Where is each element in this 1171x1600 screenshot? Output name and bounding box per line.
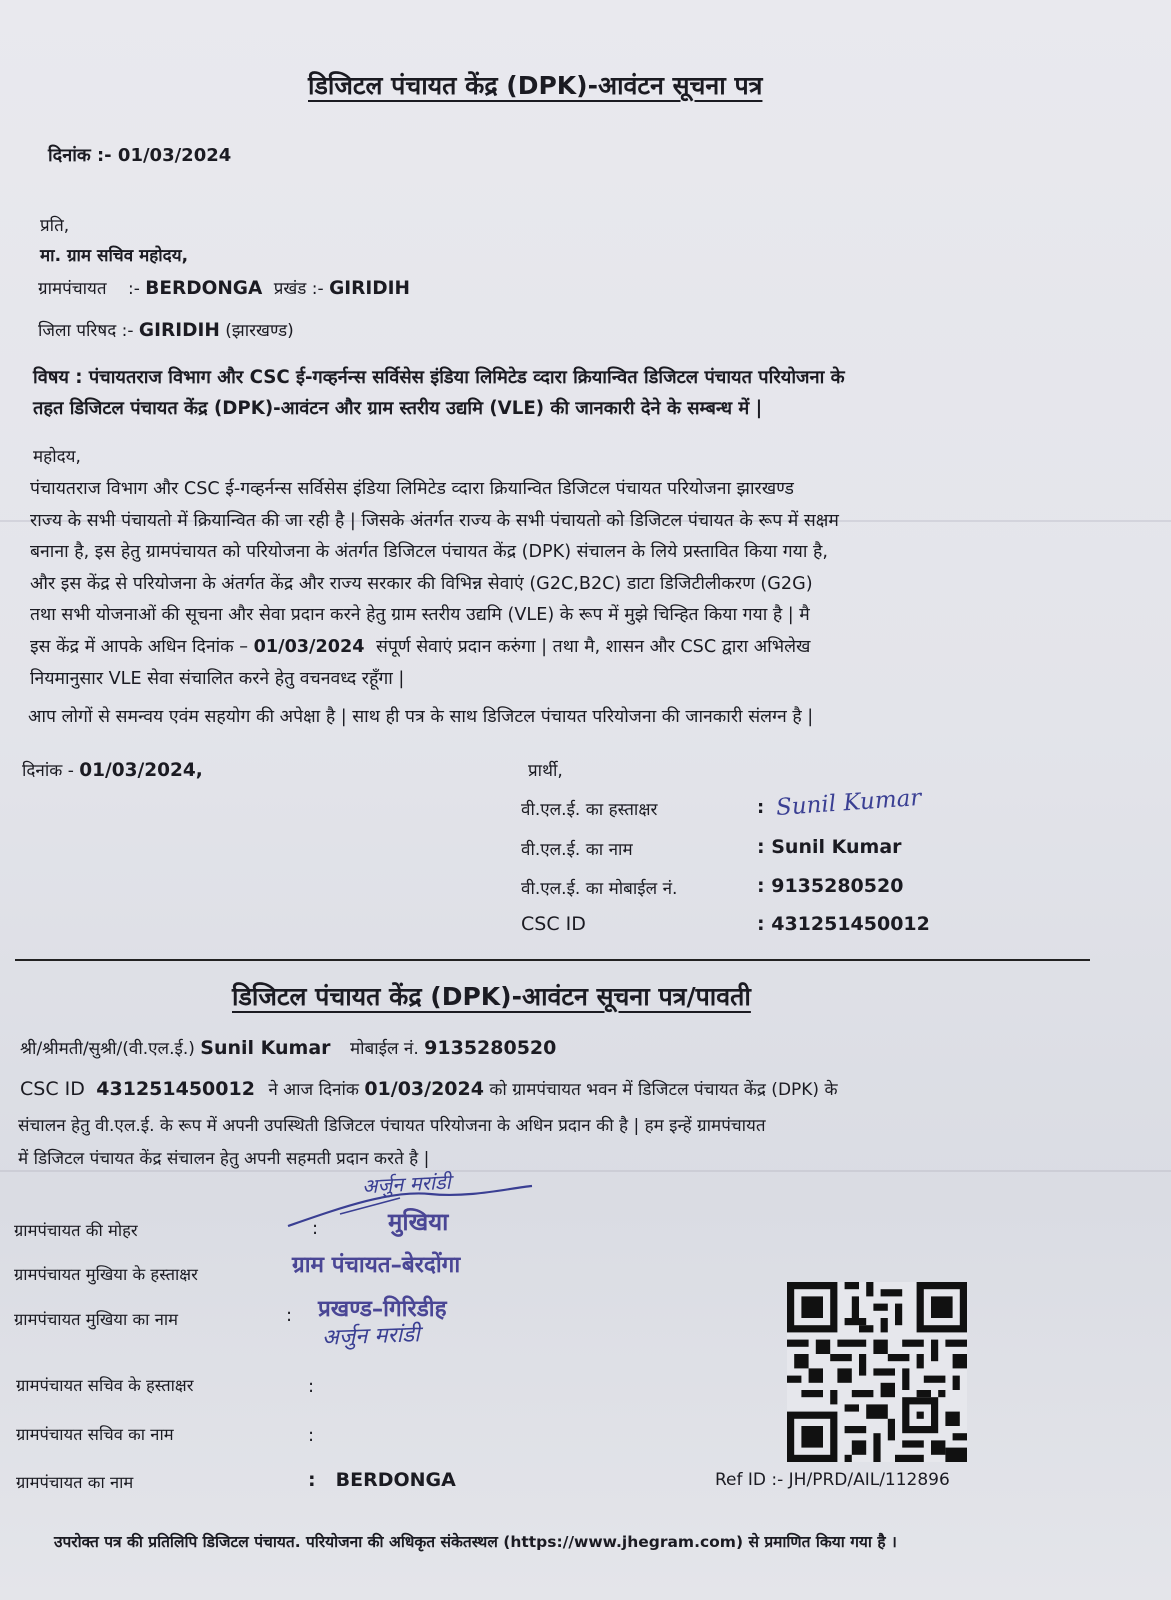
csc-id-value: : 431251450012 (757, 913, 930, 935)
subject-line-2: तहत डिजिटल पंचायत केंद्र (DPK)-आवंटन और ग्राम स्तरीय उद्यमि (VLE) की जानकारी देने के सम्बन्ध में | (33, 398, 763, 419)
field-label-seal: ग्रामपंचायत की मोहर (14, 1221, 138, 1240)
mukhiya-signature-bottom: अर्जुन मरांडी (321, 1322, 421, 1351)
mukhiya-signature-top: अर्जुन मरांडी (361, 1169, 452, 1199)
receipt-csc-id: 431251450012 (96, 1078, 255, 1100)
paper-fold (0, 1170, 1171, 1172)
body-line: राज्य के सभी पंचायतो में क्रियान्वित की जा रही है | जिसके अंतर्गत राज्य के सभी पंचायतो को डिजिटल पंचायत के रूप में सक्षम (30, 510, 839, 531)
vle-mobile-value: : 9135280520 (757, 875, 904, 897)
ref-id: Ref ID :- JH/PRD/AIL/112896 (715, 1470, 950, 1490)
gp-sep: :- (127, 279, 140, 299)
body-line: और इस केंद्र से परियोजना के अंतर्गत केंद्र और राज्य सरकार की विभिन्न सेवाएं (G2C,B2C) डाटा डिजिटीलीकरण (G2G) (30, 573, 813, 594)
field-label-sachiv-name: ग्रामपंचायत सचिव का नाम (16, 1425, 174, 1444)
state-label: (झारखण्ड) (225, 321, 294, 341)
stamp-mukhiya: मुखिया (388, 1208, 449, 1236)
date-value: 01/03/2024 (117, 145, 232, 166)
section-divider (15, 959, 1090, 961)
body-paragraph (30, 474, 839, 695)
qr-code-icon (787, 1282, 967, 1462)
body-line: बनाना है, इस हेतु ग्रामपंचायत को परियोजना के अंतर्गत डिजिटल पंचायत केंद्र (DPK) संचालन के लिये प्रस्तावित किया गया है, (30, 542, 828, 563)
vle-signature-label: वी.एल.ई. का हस्ताक्षर (521, 800, 658, 820)
receipt-line-4: में डिजिटल पंचायत केंद्र संचालन हेतु अपनी सहमती प्रदान करते है | (18, 1149, 430, 1169)
date-label: दिनांक :- (48, 145, 112, 166)
recipient-salutation: मा. ग्राम सचिव महोदय, (40, 246, 189, 266)
colon: : (312, 1218, 319, 1239)
receipt-date: 01/03/2024 (364, 1078, 484, 1100)
footer-note: उपरोक्त पत्र की प्रतिलिपि डिजिटल पंचायत. परियोजना की अधिकृत संकेतस्थल (https://www.jhegram.com) से प्रमाणित किया गया है । (54, 1533, 897, 1551)
gram-panchayat-line (38, 276, 410, 299)
colon: : (757, 797, 765, 818)
district-value: GIRIDIH (138, 320, 220, 341)
block-label: प्रखंड :- (273, 279, 324, 299)
receipt-line-2: CSC ID 431251450012 ने आज दिनांक 01/03/2024 को ग्रामपंचायत भवन में डिजिटल पंचायत केंद्र (DPK) के (20, 1078, 838, 1100)
receipt-title: डिजिटल पंचायत केंद्र (DPK)-आवंटन सूचना पत्र/पावती (232, 982, 751, 1011)
stamp-gram-panchayat: ग्राम पंचायत–बेरदोंगा (292, 1252, 461, 1278)
applicant-date-label: दिनांक - (22, 761, 74, 781)
colon: : (286, 1305, 293, 1326)
closing-line: आप लोगों से समन्वय एवंम सहयोग की अपेक्षा है | साथ ही पत्र के साथ डिजिटल पंचायत परियोजना की जानकारी संलग्न है | (28, 707, 814, 727)
district-label: जिला परिषद :- (38, 321, 134, 341)
gp-name-value: : BERDONGA (308, 1469, 456, 1491)
receipt-vle-mobile: 9135280520 (424, 1037, 557, 1059)
body-line: इस केंद्र में आपके अधिन दिनांक – 01/03/2024 संपूर्ण सेवाएं प्रदान करुंगा | तथा मै, शासन और CSC द्वारा अभिलेख (30, 636, 811, 657)
vle-mobile-label: वी.एल.ई. का मोबाईल नं. (521, 879, 678, 899)
receipt-vle-name: Sunil Kumar (200, 1037, 331, 1059)
date-line (48, 143, 231, 167)
district-line (38, 318, 294, 341)
csc-id-label: CSC ID (521, 913, 586, 935)
vle-signature: Sunil Kumar (775, 784, 923, 822)
field-label-mukhiya-signature: ग्रामपंचायत मुखिया के हस्ताक्षर (14, 1265, 198, 1284)
body-line: नियमानुसार VLE सेवा संचालित करने हेतु वचनवध्द रहूँगा | (30, 668, 405, 689)
greeting: महोदय, (33, 447, 81, 467)
subject-line-1: विषय : पंचायतराज विभाग और CSC ई-गव्हर्नन्स सर्विसेस इंडिया लिमिटेड व्दारा क्रियान्वित डिजिटल पंचायत परियोजना के (33, 367, 845, 388)
applicant-date-value: 01/03/2024, (79, 760, 203, 781)
body-date: 01/03/2024 (253, 636, 365, 657)
field-label-mukhiya-name: ग्रामपंचायत मुखिया का नाम (14, 1310, 179, 1329)
document-title: डिजिटल पंचायत केंद्र (DPK)-आवंटन सूचना पत्र (308, 71, 763, 100)
block-value: GIRIDIH (329, 278, 410, 299)
gp-label: ग्रामपंचायत (38, 279, 107, 299)
receipt-line-3: संचालन हेतु वी.एल.ई. के रूप में अपनी उपस्थिती डिजिटल पंचायत परियोजना के अधिन प्रदान की है | हम इन्हें ग्रामपंचायत (18, 1116, 766, 1136)
applicant-date (22, 758, 203, 781)
field-label-gp-name: ग्रामपंचायत का नाम (16, 1473, 134, 1492)
body-line: पंचायतराज विभाग और CSC ई-गव्हर्नन्स सर्विसेस इंडिया लिमिटेड व्दारा क्रियान्वित डिजिटल पंचायत परियोजना झारखण्ड (30, 479, 794, 499)
colon: : (308, 1376, 315, 1397)
field-label-sachiv-signature: ग्रामपंचायत सचिव के हस्ताक्षर (16, 1376, 194, 1395)
colon: : (308, 1425, 315, 1446)
prati: प्रति, (40, 216, 70, 236)
vle-name-label: वी.एल.ई. का नाम (521, 840, 633, 860)
receipt-line-1: श्री/श्रीमती/सुश्री/(वी.एल.ई.) Sunil Kumar मोबाईल नं. 9135280520 (20, 1037, 557, 1059)
stamp-prakhand: प्रखण्ड–गिरिडीह (318, 1296, 447, 1322)
prarthi: प्रार्थी, (528, 761, 563, 781)
body-line: तथा सभी योजनाओं की सूचना और सेवा प्रदान करने हेतु ग्राम स्तरीय उद्यमि (VLE) के रूप में मुझे चिन्हित किया गया है | मै (30, 605, 810, 626)
gp-value: BERDONGA (145, 278, 263, 299)
vle-name-value: : Sunil Kumar (757, 836, 902, 858)
